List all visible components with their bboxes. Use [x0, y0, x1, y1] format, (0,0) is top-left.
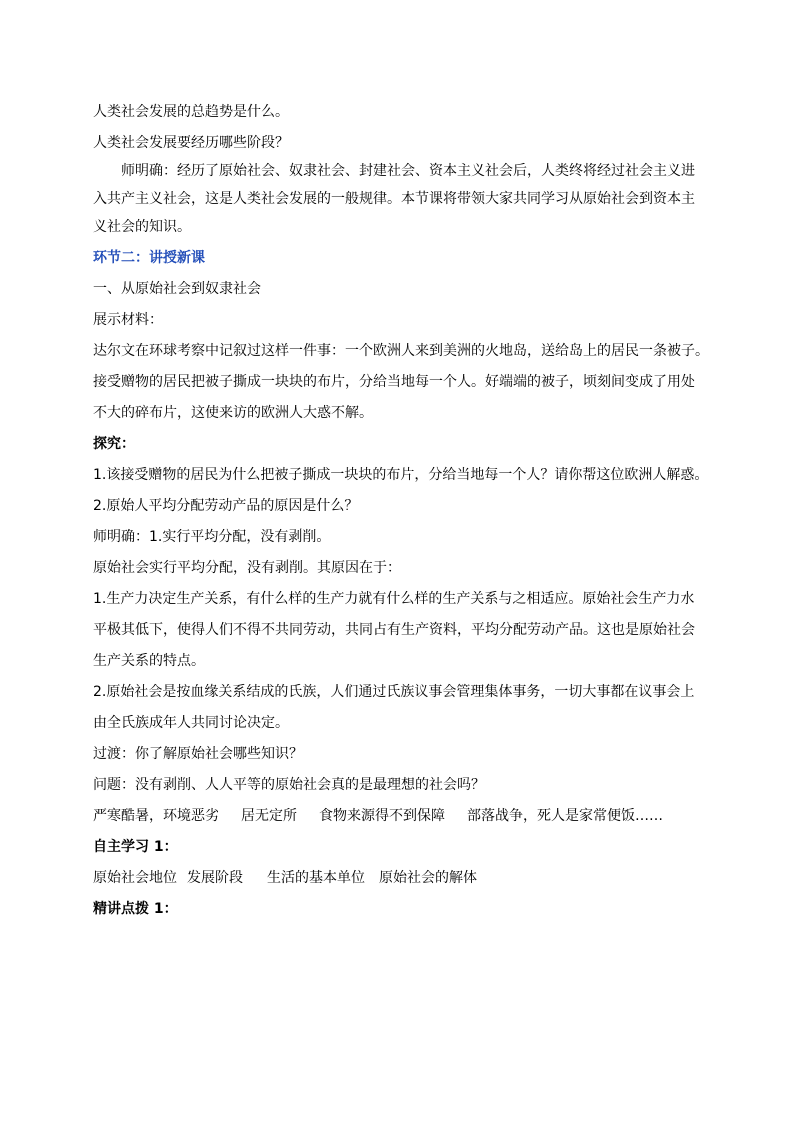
question-text: 问题：没有剥削、人人平等的原始社会真的是最理想的社会吗？ — [93, 777, 485, 793]
question-trend: 人类社会发展的总趋势是什么。 — [93, 104, 289, 120]
reason-1-line-1: 1.生产力决定生产关系，有什么样的生产力就有什么样的生产关系与之相适应。原始社会生产力水 — [93, 591, 695, 607]
self-study-items-row — [93, 864, 713, 892]
self-study-heading: 自主学习 1： — [93, 839, 178, 855]
reason-1-line-2: 平极其低下，使得人们不得不共同劳动，共同占有生产资料，平均分配劳动产品。这也是原始社会 — [93, 622, 695, 638]
self-study-item: 原始社会地位 — [93, 870, 177, 886]
hardship-item: 严寒酷暑，环境恶劣 — [93, 808, 219, 824]
explore-question-2: 2.原始人平均分配劳动产品的原因是什么？ — [93, 498, 359, 514]
teacher-intro-line-2: 入共产主义社会，这是人类社会发展的一般规律。本节课将带领大家共同学习从原始社会到资本主 — [93, 191, 695, 207]
material-line-3: 不大的碎布片，这使来访的欧洲人大惑不解。 — [93, 405, 373, 421]
hardship-item: 居无定所 — [241, 808, 297, 824]
reason-1-line-3: 生产关系的特点。 — [93, 653, 205, 669]
hardship-item: 部落战争，死人是家常便饭…… — [467, 808, 663, 824]
subsection-heading: 一、从原始社会到奴隶社会 — [93, 281, 261, 297]
material-line-1: 达尔文在环球考察中记叙过这样一件事：一个欧洲人来到美洲的火地岛，送给岛上的居民一条被子。 — [93, 343, 709, 359]
material-line-2: 接受赠物的居民把被子撕成一块块的布片，分给当地每一个人。好端端的被子，顷刻间变成了用处 — [93, 374, 695, 390]
self-study-item: 生活的基本单位 — [267, 870, 365, 886]
hardship-item: 食物来源得不到保障 — [319, 808, 445, 824]
question-stages: 人类社会发展要经历哪些阶段？ — [93, 135, 289, 151]
reason-2-line-1: 2.原始社会是按血缘关系结成的氏族，人们通过氏族议事会管理集体事务，一切大事都在议事会上 — [93, 684, 695, 700]
explore-heading: 探究： — [93, 436, 135, 452]
transition-text: 过渡：你了解原始社会哪些知识？ — [93, 746, 303, 762]
explore-question-1: 1.该接受赠物的居民为什么把被子撕成一块块的布片，分给当地每一个人？请你帮这位欧洲人解惑。 — [93, 467, 709, 483]
teacher-intro-line-3: 义社会的知识。 — [93, 219, 191, 235]
reason-2-line-2: 由全氏族成年人共同讨论决定。 — [93, 715, 289, 731]
hardships-row — [93, 802, 713, 830]
self-study-item: 原始社会的解体 — [379, 870, 477, 886]
show-material-label: 展示材料： — [93, 312, 163, 328]
self-study-item: 发展阶段 — [187, 870, 243, 886]
teacher-intro-line-1: 师明确：经历了原始社会、奴隶社会、封建社会、资本主义社会后，人类终将经过社会主义进 — [121, 163, 695, 179]
section-heading-new-lesson: 环节二：讲授新课 — [93, 250, 205, 266]
reason-intro: 原始社会实行平均分配，没有剥削。其原因在于： — [93, 560, 401, 576]
teacher-answer: 师明确：1.实行平均分配，没有剥削。 — [93, 529, 331, 545]
key-points-heading: 精讲点拨 1： — [93, 901, 178, 917]
document-body — [93, 98, 713, 923]
